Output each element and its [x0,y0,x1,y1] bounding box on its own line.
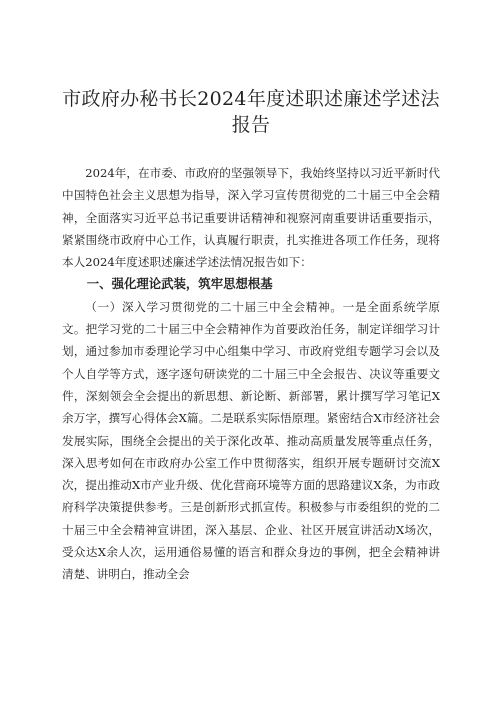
intro-paragraph: 2024年，在市委、市政府的坚强领导下，我始终坚持以习近平新时代中国特色社会主义思想为指导，深入学习宣传贯彻党的二十届三中全会精神，全面落实习近平总书记重要讲话精神和视察河南重要讲话重要指示，紧紧围绕市政府中心工作，认真履行职责，扎实推进各项工作任务，现将本人2024年度述职述廉述学述法情况报告如下： [62,166,440,270]
document-title [62,86,440,138]
title-line-1: 市政府办秘书长2024年度述职述廉述学述法 [62,88,440,110]
section-1-paragraph: （一）深入学习贯彻党的二十届三中全会精神。一是全面系统学原文。把学习党的二十届三中全会精神作为首要政治任务，制定详细学习计划，通过参加市委理论学习中心组集中学习、市政府党组专题学习会以及个人自学等方式，逐字逐句研读党的二十届三中全会报告、决议等重要文件，深刻领会全会提出的新思想、新论断、新部署，累计撰写学习笔记X余万字，撰写心得体会X篇。二是联系实际悟原理。紧密结合X市经济社会发展实际，围绕全会提出的关于深化改革、推动高质量发展等重点任务，深入思考如何在市政府办公室工作中贯彻落实，组织开展专题研讨交流X次，提出推动X市产业升级、优化营商环境等方面的思路建议X条，为市政府科学决策提供参考。三是创新形式抓宣传。积极参与市委组织的党的二十届三中全会精神宣讲团，深入基层、企业、社区开展宣讲活动X场次，受众达X余人次，运用通俗易懂的语言和群众身边的事例，把全会精神讲清楚、讲明白，推动全会 [62,299,440,582]
title-line-2: 报告 [231,114,271,136]
section-1-heading: 一、强化理论武装，筑牢思想根基 [86,276,273,292]
